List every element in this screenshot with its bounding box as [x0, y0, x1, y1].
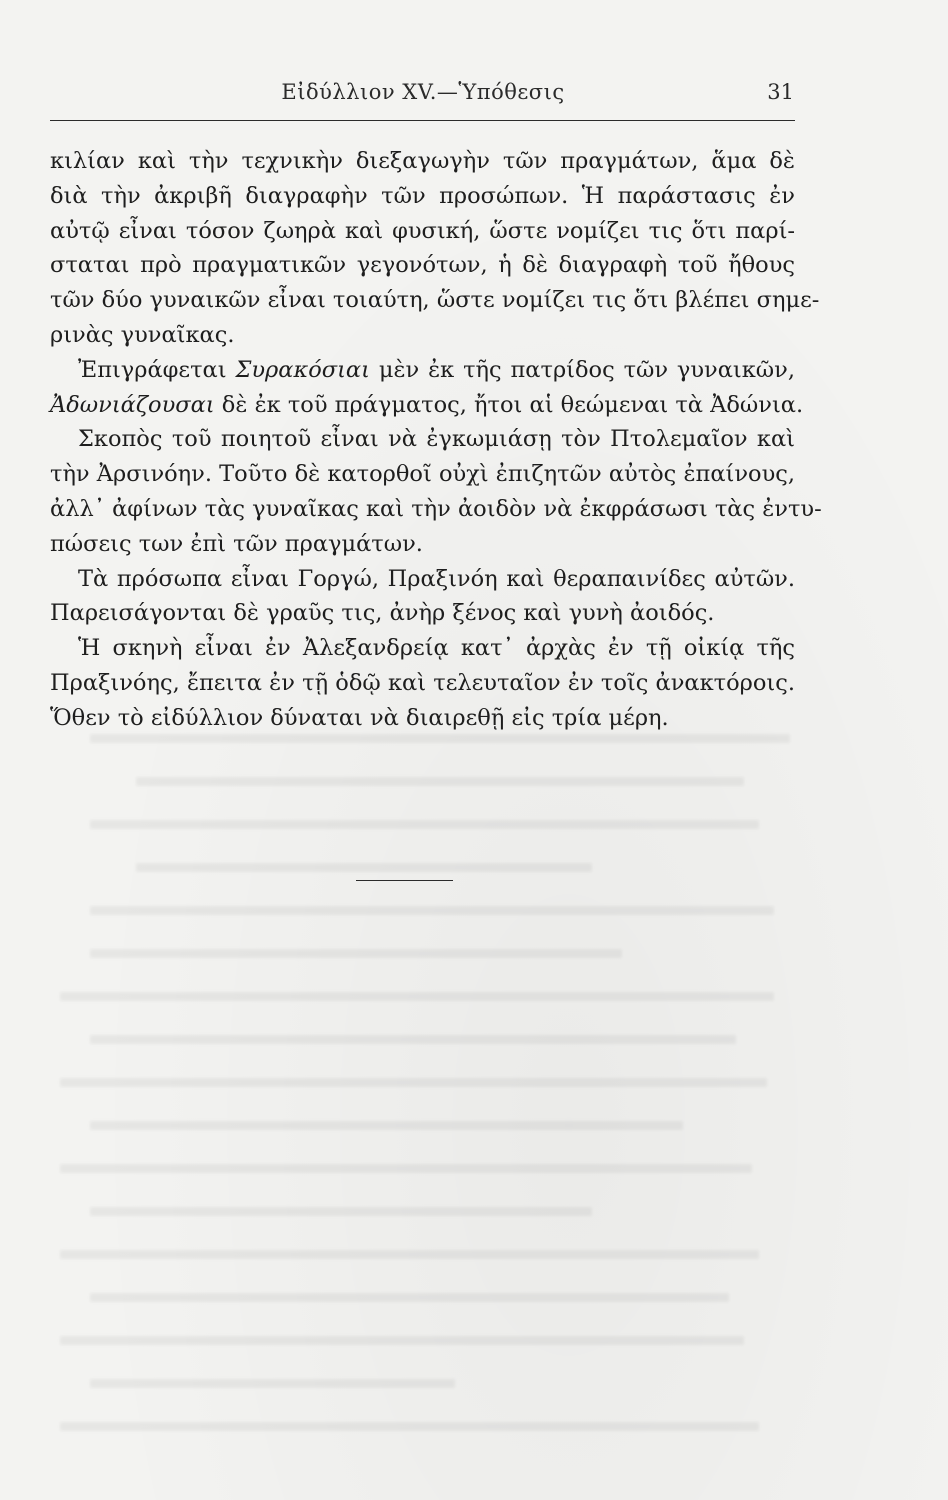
running-title: Εἰδύλλιον XV.—Ὑπόθεσις [281, 80, 565, 104]
text-line: κιλίαν καὶ τὴν τεχνικὴν διεξαγωγὴν τῶν πραγμάτων, ἅμα δὲ [50, 148, 795, 174]
text-line: σταται πρὸ πραγματικῶν γεγονότων, ἡ δὲ διαγραφὴ τοῦ ἤθους [50, 252, 795, 279]
text-line: Ὅθεν τὸ εἰδύλλιον δύναται νὰ διαιρεθῇ εἰς τρία μέρη. [50, 704, 669, 731]
epigraph-line [50, 353, 795, 388]
text-line: Σκοπὸς τοῦ ποιητοῦ εἶναι νὰ ἐγκωμιάσῃ τὸν Πτολεμαῖον καὶ [78, 426, 795, 453]
text-line: Ἡ σκηνὴ εἶναι ἐν Ἀλεξανδρείᾳ κατ᾽ ἀρχὰς ἐν τῇ οἰκίᾳ τῆς [78, 635, 795, 662]
reverse-side-bleed-through [60, 700, 820, 1400]
epigraph-line [50, 388, 804, 423]
text-line: Πραξινόης, ἔπειτα ἐν τῇ ὁδῷ καὶ τελευταῖον ἐν τοῖς ἀνακτόροις. [50, 669, 795, 696]
section-end-rule [356, 880, 453, 881]
text-line: ρινὰς γυναῖκας. [50, 321, 235, 348]
text-line: Τὰ πρόσωπα εἶναι Γοργώ, Πραξινόη καὶ θεραπαινίδες αὐτῶν. [78, 565, 795, 592]
epigraph-text: Ἐπιγράφεται [78, 356, 236, 383]
epigraph-text: δὲ ἐκ τοῦ πράγματος, ἤτοι αἱ θεώμεναι τὰ Ἀδώνια. [214, 391, 804, 418]
title-adoniazousai: Ἀδωνιάζουσαι [50, 391, 215, 418]
title-syrakosiai: Συρακόσιαι [235, 356, 370, 383]
text-line: Παρεισάγονται δὲ γραῦς τις, ἀνὴρ ξένος καὶ γυνὴ ἀοιδός. [50, 600, 715, 627]
text-line: διὰ τὴν ἀκριβῆ διαγραφὴν τῶν προσώπων. Ἡ παράστασις ἐν [50, 182, 795, 209]
header-rule [50, 120, 795, 121]
body-text [50, 144, 822, 736]
running-header [50, 80, 796, 114]
text-line: τῶν δύο γυναικῶν εἶναι τοιαύτη, ὥστε νομίζει τις ὅτι βλέπει σημε- [50, 287, 820, 314]
page-number: 31 [767, 80, 794, 104]
text-line: πώσεις των ἐπὶ τῶν πραγμάτων. [50, 530, 423, 557]
text-line: τὴν Ἀρσινόην. Τοῦτο δὲ κατορθοῖ οὐχὶ ἐπιζητῶν αὐτὸς ἐπαίνους, [50, 461, 795, 488]
text-line: ἀλλ᾽ ἀφίνων τὰς γυναῖκας καὶ τὴν ἀοιδὸν νὰ ἐκφράσωσι τὰς ἐντυ- [50, 495, 822, 522]
epigraph-text: μὲν ἐκ τῆς πατρίδος τῶν γυναικῶν, [369, 356, 795, 383]
text-line: αὐτῷ εἶναι τόσον ζωηρὰ καὶ φυσική, ὥστε νομίζει τις ὅτι παρί- [50, 217, 795, 244]
